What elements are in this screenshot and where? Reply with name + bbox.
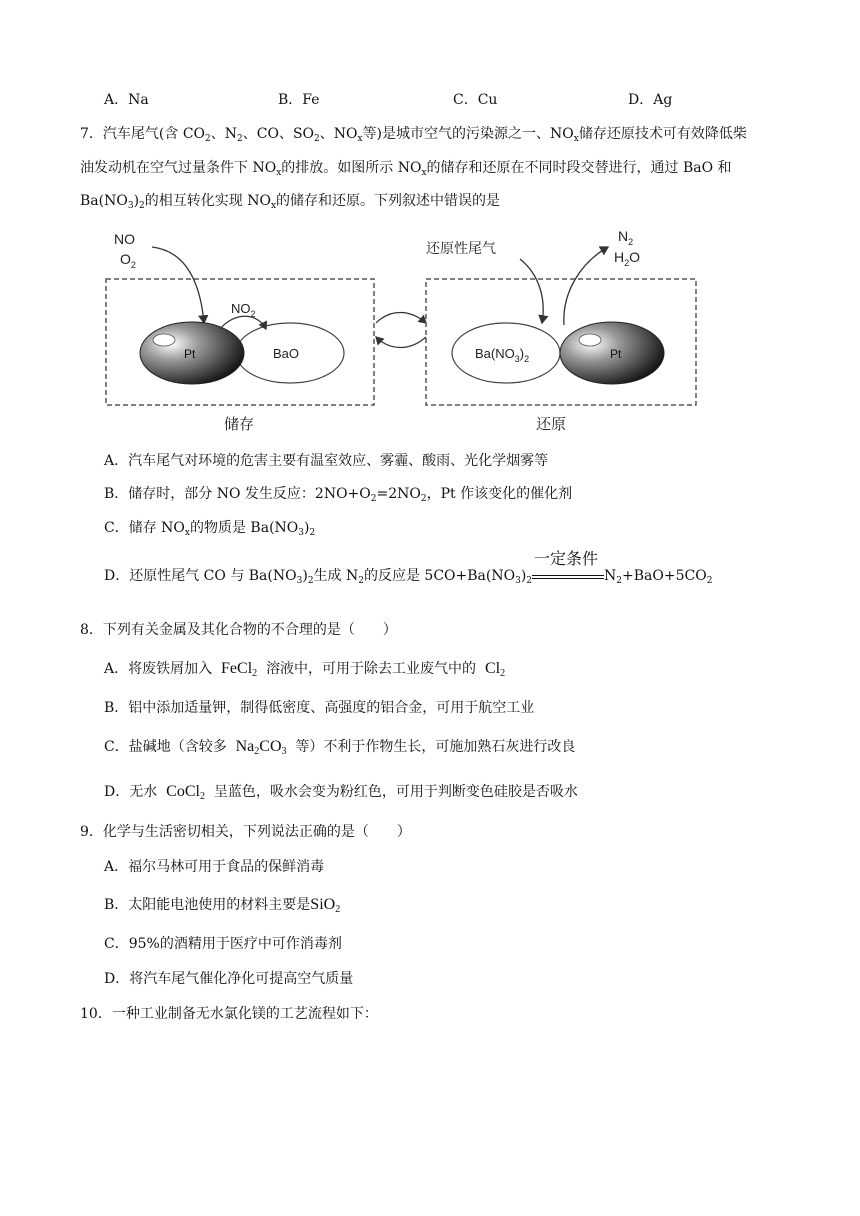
exchange-arrow-bottom [376,337,426,348]
pt-label-store: Pt [184,347,196,361]
q8-option-a: A．将废铁屑加入 FeCl$_2$ 溶液中，可用于除去工业废气中的 $Cl_2$ [104,660,506,679]
store-label: 储存 [224,416,255,433]
q6-option-d: D．Ag [628,92,673,108]
q7-option-d: D．还原性尾气 CO 与 $Ba(NO_3)_2$生成 $N_2$的反应是 $5CO+Ba(NO_3)_2$ 一定条件 $N_2+BaO+5CO_2$ [104,551,713,586]
q6-option-a: A．Na [104,92,149,108]
bano32-label: $Ba(NO_3)_2$ [475,346,530,364]
no2-label: $NO_2$ [231,301,256,319]
bao-label: BaO [273,346,300,361]
q7-stem-line3: $Ba(NO_3)_2$的相互转化实现 $NO_x$的储存和还原。下列叙述中错误的是 [80,193,501,211]
q9-option-d: D．将汽车尾气催化净化可提高空气质量 [104,971,354,987]
q7-stem-line1: 7．汽车尾气(含 $CO_2$、$N_2$、CO、$SO_2$、$NO_x$等)是城市空气的污染源之一、$NO_x$储存还原技术可有效降低柴 [80,126,747,144]
q8-option-c: C．盐碱地（含较多 $Na_2CO_3$ 等）不利于作物生长，可施加熟石灰进行改良 [104,738,576,757]
q7-option-b: B．储存时，部分 NO 发生反应：$2NO+O_2=2NO_2$，Pt 作该变化的催化剂 [104,486,573,504]
no-label: NO [114,231,135,247]
q9-option-c: C．95%的酒精用于医疗中可作消毒剂 [104,936,342,952]
q7-stem-line2: 油发动机在空气过量条件下 $NO_x$的排放。如图所示 $NO_x$的储存和还原在不同时段交替进行，通过 BaO 和 [80,160,732,178]
q8-option-d: D．无水 CoCl$_2$ 呈蓝色，吸水会变为粉红色，可用于判断变色硅胶是否吸水 [104,783,578,802]
q9-stem: 9．化学与生活密切相关，下列说法正确的是（ ） [80,824,411,840]
products-arrow [564,247,608,325]
q7-option-c: C．储存 $NO_x$的物质是 $Ba(NO_3)_2$ [104,520,316,538]
reducing-gas-label: 还原性尾气 [426,240,496,256]
n2-label: $N_2$ [618,228,634,247]
q9-option-b: B．太阳能电池使用的材料主要是SiO$_2$ [104,896,341,915]
pt-label-reduce: Pt [610,347,622,361]
exchange-arrow-top [376,313,426,324]
input-arrow [152,247,204,323]
q8-option-b: B．铝中添加适量钾，制得低密度、高强度的铝合金，可用于航空工业 [104,700,535,716]
nox-storage-reduction-diagram [100,225,700,435]
reducing-gas-arrow [520,259,543,323]
no2-arrow [220,316,266,329]
q7-option-a: A．汽车尾气对环境的危害主要有温室效应、雾霾、酸雨、光化学烟雾等 [104,453,549,469]
q9-option-a: A．福尔马林可用于食品的保鲜消毒 [104,859,325,875]
reaction-condition: 一定条件 [532,566,604,586]
h2o-label: $H_2O$ [614,249,641,268]
o2-label: $O_2$ [120,251,136,270]
q6-option-c: C．Cu [453,92,498,108]
q10-stem: 10．一种工业制备无水氯化镁的工艺流程如下： [80,1006,378,1022]
q8-stem: 8．下列有关金属及其化合物的不合理的是（ ） [80,622,397,638]
q6-option-b: B．Fe [278,92,320,108]
reduce-label: 还原 [536,416,567,433]
